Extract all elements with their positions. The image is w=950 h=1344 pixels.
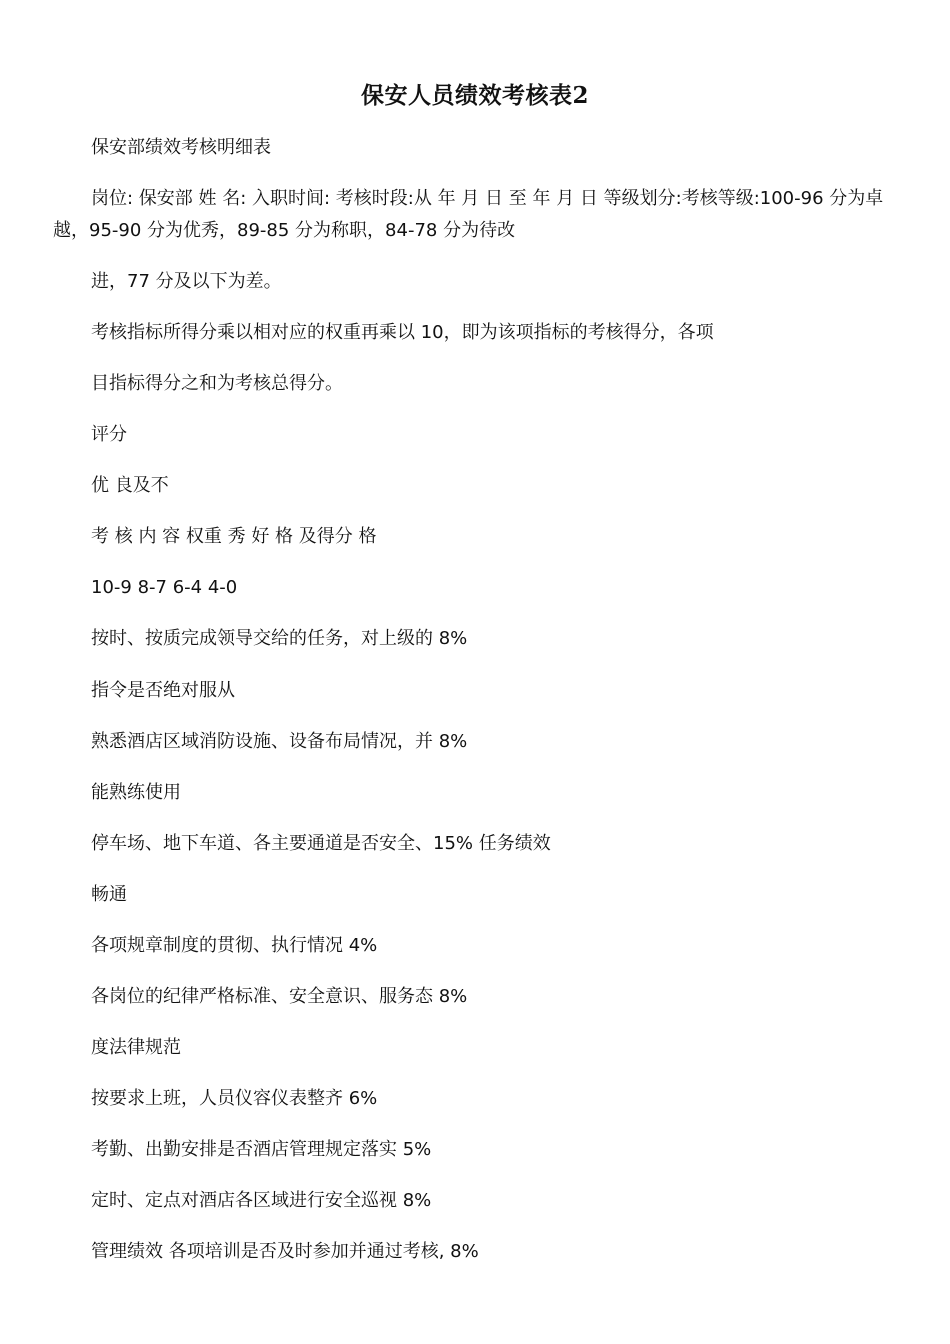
paragraph: 考 核 内 容 权重 秀 好 格 及得分 格	[91, 526, 377, 547]
paragraph: 各岗位的纪律严格标准、安全意识、服务态 8%	[91, 986, 468, 1007]
paragraph: 按要求上班，人员仪容仪表整齐 6%	[91, 1088, 378, 1109]
paragraph: 能熟练使用	[91, 782, 181, 803]
paragraph: 畅通	[91, 884, 127, 905]
paragraph: 进，77 分及以下为差。	[91, 271, 282, 292]
paragraph: 考核指标所得分乘以相对应的权重再乘以 10，即为该项指标的考核得分，各项	[91, 322, 714, 343]
paragraph: 熟悉酒店区域消防设施、设备布局情况，并 8%	[91, 731, 468, 752]
paragraph: 管理绩效 各项培训是否及时参加并通过考核, 8%	[91, 1241, 479, 1262]
paragraph: 优 良及不	[91, 475, 169, 496]
paragraph-subtitle: 保安部绩效考核明细表	[91, 137, 271, 158]
paragraph: 评分	[91, 424, 127, 445]
paragraph: 考勤、出勤安排是否酒店管理规定落实 5%	[91, 1139, 432, 1160]
paragraph: 指令是否绝对服从	[91, 680, 235, 701]
paragraph: 10-9 8-7 6-4 4-0	[91, 577, 238, 598]
paragraph: 目指标得分之和为考核总得分。	[91, 373, 343, 394]
paragraph: 定时、定点对酒店各区域进行安全巡视 8%	[91, 1190, 432, 1211]
paragraph-position-grades: 岗位: 保安部 姓 名: 入职时间: 考核时段:从 年 月 日 至 年 月 日 等级划分:考核等级:100-96 分为卓越，95-90 分为优秀，89-85 分为称职，84-78 分为待改	[53, 188, 884, 241]
paragraph: 各项规章制度的贯彻、执行情况 4%	[91, 935, 378, 956]
paragraph: 度法律规范	[91, 1037, 181, 1058]
paragraph: 按时、按质完成领导交给的任务，对上级的 8%	[91, 628, 468, 649]
paragraph: 停车场、地下车道、各主要通道是否安全、15% 任务绩效	[91, 833, 551, 854]
document-title: 保安人员绩效考核表2	[360, 82, 589, 109]
